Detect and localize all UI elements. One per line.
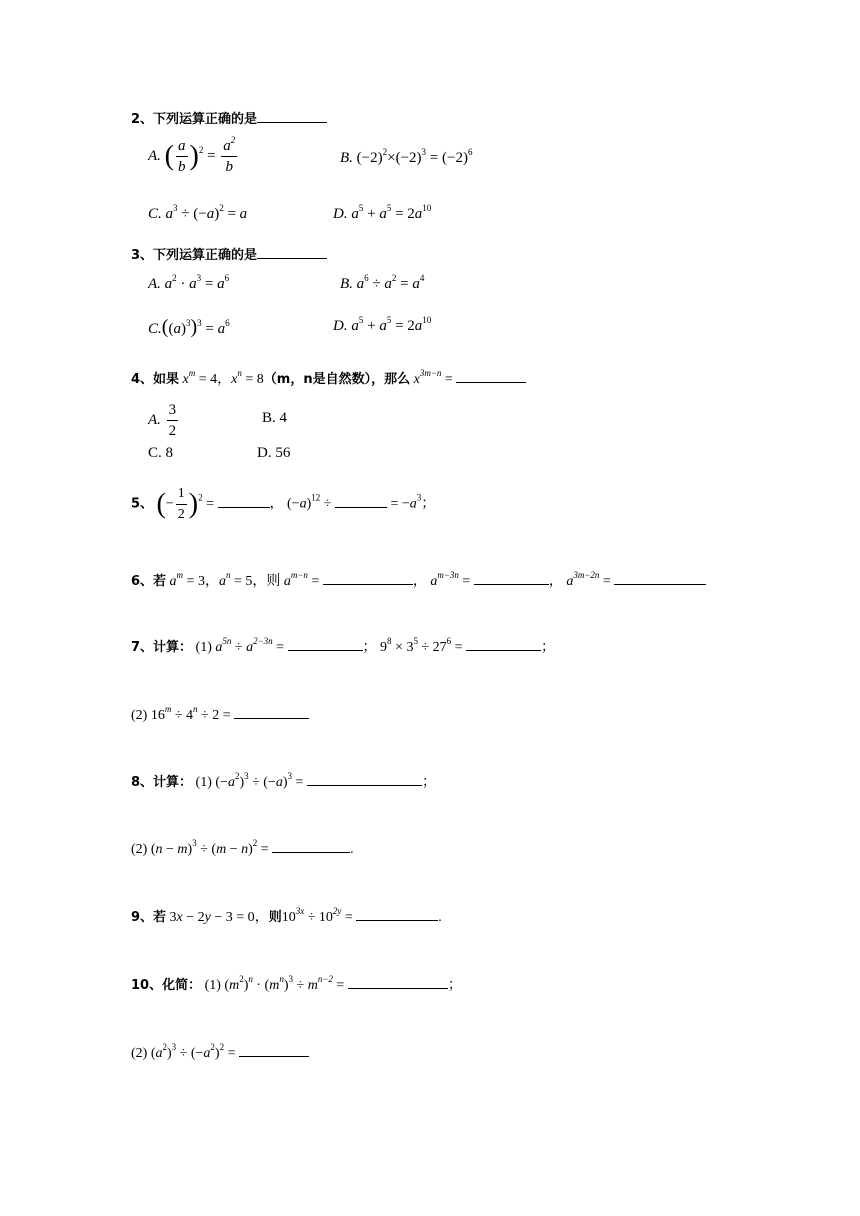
answer-blank (335, 495, 387, 508)
question-8-part-2: (2) $(n - m)^3 \div (m - n)^2$ = . (131, 838, 354, 857)
question-10-label: 10、化简： (131, 978, 202, 993)
answer-blank (323, 572, 413, 585)
question-5: 5、 (− $\frac{1}{2}$ )$^2$ = ， $(-a)^{12}$ ÷ = $-a^3$； (131, 486, 436, 522)
answer-blank (307, 773, 422, 786)
answer-blank (257, 110, 327, 123)
answer-blank (456, 370, 526, 383)
q4-option-b: B. 4 (262, 410, 288, 426)
question-5-label: 5、 (131, 496, 154, 512)
q2-option-b: B. $(-2)^2\times(-2)^3 = (-2)^6$ (340, 147, 473, 166)
q3-option-b: B. $a^6 \div a^2 = a^4$ (340, 273, 425, 292)
q4-option-d: D. 56 (257, 445, 291, 461)
answer-blank (218, 495, 270, 508)
question-9-label: 9、若 (131, 910, 167, 925)
question-4-label: 4、如果 (131, 372, 180, 387)
option-d-letter: D. (333, 206, 348, 222)
answer-blank (272, 840, 350, 853)
option-a-letter: A. (148, 411, 161, 428)
q3-option-a: A. $a^2 \cdot a^3 = a^6$ (148, 273, 230, 292)
option-c-letter: C. (148, 206, 162, 222)
question-2-label: 2、下列运算正确的是 (131, 112, 258, 127)
q2-option-a: A. ( $\frac{a}{b}$ )$^2$ = $\frac{a^2}{b}$ (148, 135, 236, 175)
q4-option-a: A. $\frac{3}{2}$ (148, 402, 177, 439)
question-4: 4、如果 $x^m = 4$，$x^n = 8(m$，n是自然数），那么 $x^{3m-n}$ = (131, 368, 526, 388)
question-7-part-2: (2) $16^m \div 4^n \div 2$ = (131, 706, 309, 724)
option-b-letter: B. (340, 150, 353, 166)
question-8: 8、计算： (1) $(-a^2)^3 \div (-a)^3$ = ； (131, 771, 436, 790)
question-10: 10、化简： (1) $(m^2)^n \cdot (m^n)^3 \div m^{n-2}$ = ； (131, 974, 462, 993)
answer-blank (348, 976, 448, 989)
answer-blank (614, 572, 706, 585)
answer-blank (288, 638, 363, 651)
question-7-label: 7、计算： (131, 640, 193, 655)
question-10-part-2: (2) $(a^2)^3 \div (-a^2)^2$ = (131, 1044, 309, 1062)
question-3-label: 3、下列运算正确的是 (131, 248, 258, 263)
answer-blank (466, 638, 541, 651)
question-7: 7、计算： (1) $a^{5n} \div a^{2-3n}$ = ； $9^8 \times 3^5 \div 27^6$ = ； (131, 636, 556, 655)
q2-option-d: D. $a^5 + a^5 = 2a^{10}$ (333, 203, 432, 222)
answer-blank (356, 908, 438, 921)
question-6: 6、若 $a^m = 3$，$a^n = 5$，则 $a^{m-n}$ = ， $a^{m-3n}$ = ， $a^{3m-2n}$ = (131, 570, 706, 590)
answer-blank (474, 572, 549, 585)
q2-option-c: C. $a^3 \div (-a)^2 = a$ (148, 203, 248, 222)
question-9: 9、若 3x − 2y − 3 = 0，则$10^{3x} \div 10^{2y}$ = . (131, 906, 442, 925)
answer-blank (239, 1044, 309, 1057)
question-4-condition: （m，n是自然数），那么 (263, 372, 411, 387)
q3-option-c: $C.((a)^3)^3 = a^6$ (148, 316, 230, 338)
option-a-letter: A. (148, 147, 161, 164)
answer-blank (257, 246, 327, 259)
question-8-label: 8、计算： (131, 775, 193, 790)
question-3 (131, 244, 327, 264)
question-2 (131, 108, 327, 128)
question-6-label: 6、若 (131, 574, 167, 589)
q4-option-c: C. 8 (148, 445, 174, 461)
q3-option-d: D. $a^5 + a^5 = 2a^{10}$ (333, 315, 432, 334)
answer-blank (234, 706, 309, 719)
